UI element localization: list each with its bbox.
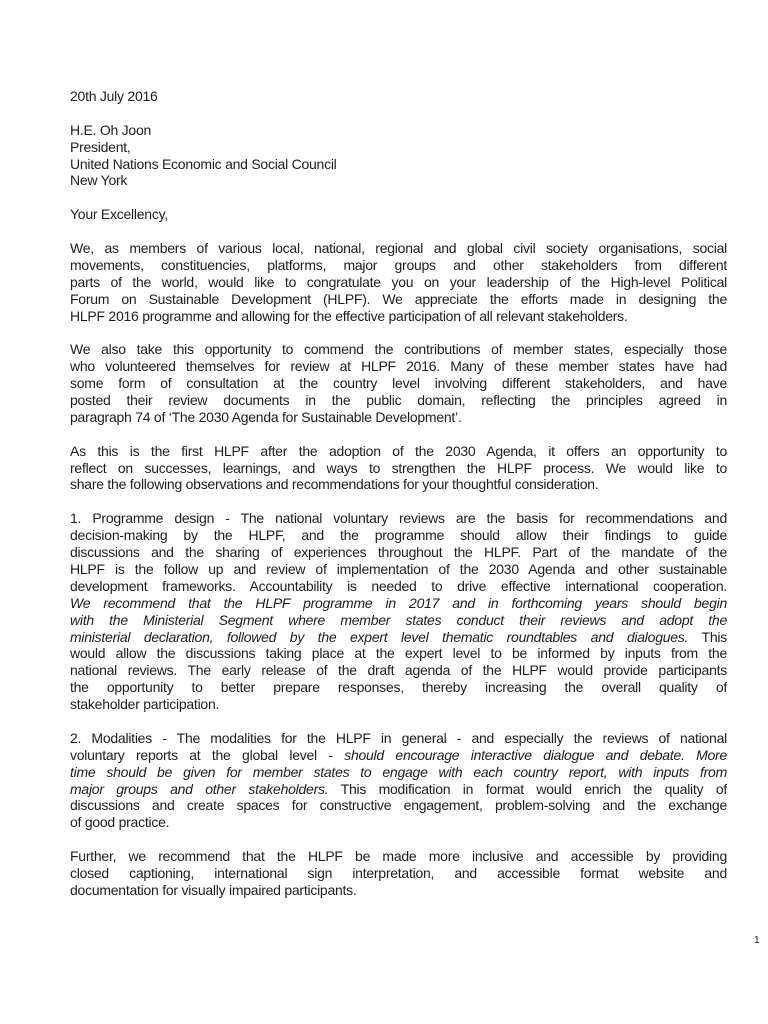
text-line: [70, 662, 727, 679]
body-text: As this is the first HLPF after the adoption of the 2030 Agenda, it offers an opportunity to: [70, 442, 727, 459]
text-line: [70, 527, 727, 544]
text-line: [70, 358, 727, 375]
text-line: [70, 865, 727, 882]
text-line: [70, 460, 727, 477]
text-line: [70, 696, 727, 713]
text-line: [70, 730, 727, 747]
text-line: [70, 291, 727, 308]
body-text: parts of the world, would like to congratulate you on your leadership of the High-level Political: [70, 273, 727, 290]
text-line: [70, 747, 727, 764]
body-text: of good practice.: [70, 814, 170, 831]
body-text: discussions and the sharing of experiences throughout the HLPF. Part of the mandate of the: [70, 544, 727, 561]
text-line: [70, 595, 727, 612]
page-number: 1: [754, 935, 760, 946]
body-text: We also take this opportunity to commend the contributions of member states, especially those: [70, 341, 727, 358]
body-text: paragraph 74 of ‘The 2030 Agenda for Sustainable Development’.: [70, 408, 462, 425]
body-text: discussions and create spaces for constructive engagement, problem-solving and the exchange: [70, 797, 727, 814]
text-line: [70, 341, 727, 358]
body-text: voluntary reports at the global level -: [70, 746, 345, 763]
recipient-organisation: United Nations Economic and Social Council: [70, 155, 337, 172]
recipient-title: President,: [70, 138, 131, 155]
body-text: development frameworks. Accountability is needed to drive effective international cooperation.: [70, 577, 727, 594]
recipient-city: New York: [70, 172, 128, 189]
body-text: movements, constituencies, platforms, major groups and other stakeholders from different: [70, 256, 727, 273]
body-text: Forum on Sustainable Development (HLPF). We appreciate the efforts made in designing the: [70, 290, 727, 307]
salutation: [70, 206, 727, 223]
text-line: [70, 375, 727, 392]
text-line: [70, 392, 727, 409]
salutation-text: Your Excellency,: [70, 206, 168, 223]
body-text: documentation for visually impaired participants.: [70, 881, 357, 898]
text-line: [70, 882, 727, 899]
body-text: some form of consultation at the country level involving different stakeholders, and have: [70, 375, 727, 392]
text-line: [70, 476, 727, 493]
body-text: reflect on successes, learnings, and ways to strengthen the HLPF process. We would like to: [70, 459, 727, 476]
body-text: Further, we recommend that the HLPF be made more inclusive and accessible by providing: [70, 848, 727, 865]
date-text: 20th July 2016: [70, 88, 158, 104]
body-text: the opportunity to better prepare responses, thereby increasing the overall quality of: [70, 679, 727, 696]
text-line: [70, 274, 727, 291]
text-line: [70, 764, 727, 781]
body-text: HLPF is the follow up and review of implementation of the 2030 Agenda and other sustainable: [70, 560, 727, 577]
letter-body: [70, 88, 727, 916]
recipient-name: H.E. Oh Joon: [70, 121, 152, 138]
letter-date: [70, 88, 727, 105]
body-text: We, as members of various local, national, regional and global civil society organisations, social: [70, 240, 727, 257]
text-line: [70, 679, 727, 696]
body-text: national reviews. The early release of the draft agenda of the HLPF would provide participants: [70, 662, 727, 679]
body-text: decision-making by the HLPF, and the programme should allow their findings to guide: [70, 527, 727, 544]
body-text: This modification in format would enrich the quality of: [328, 780, 727, 797]
paragraph-1: [70, 240, 727, 324]
text-line: [70, 257, 727, 274]
body-text: share the following observations and recommendations for your thoughtful consideration.: [70, 476, 599, 493]
paragraph-5: [70, 730, 727, 831]
body-text: This: [688, 628, 727, 645]
letter-paragraphs: [70, 240, 727, 899]
body-text: who volunteered themselves for review at HLPF 2016. Many of these member states have had: [70, 358, 727, 375]
italic-text: time should be given for member states to engage with each country report, with inputs from: [70, 763, 727, 780]
text-line: [70, 645, 727, 662]
text-line: [70, 814, 727, 831]
recipient-address: [70, 122, 727, 190]
italic-text: We recommend that the HLPF programme in 2017 and in forthcoming years should begin: [70, 594, 727, 611]
body-text: would allow the discussions taking place at the expert level to be informed by inputs from the: [70, 645, 727, 662]
body-text: posted their review documents in the public domain, reflecting the principles agreed in: [70, 392, 727, 409]
text-line: [70, 797, 727, 814]
italic-text: ministerial declaration, followed by the expert level thematic roundtables and dialogues.: [70, 628, 689, 645]
text-line: [70, 612, 727, 629]
text-line: [70, 848, 727, 865]
paragraph-6: [70, 848, 727, 899]
body-text: closed captioning, international sign interpretation, and accessible format website and: [70, 864, 727, 881]
text-line: [70, 629, 727, 646]
text-line: [70, 240, 727, 257]
text-line: [70, 308, 727, 325]
body-text: 1. Programme design - The national voluntary reviews are the basis for recommendations and: [70, 510, 727, 527]
paragraph-4: [70, 510, 727, 713]
italic-text: major groups and other stakeholders.: [70, 780, 329, 797]
body-text: HLPF 2016 programme and allowing for the effective participation of all relevant stakeholders.: [70, 307, 628, 324]
text-line: [70, 561, 727, 578]
text-line: [70, 409, 727, 426]
paragraph-3: [70, 443, 727, 494]
body-text: 2. Modalities - The modalities for the HLPF in general - and especially the reviews of national: [70, 729, 727, 746]
text-line: [70, 443, 727, 460]
text-line: [70, 781, 727, 798]
paragraph-2: [70, 341, 727, 425]
body-text: stakeholder participation.: [70, 696, 220, 713]
italic-text: with the Ministerial Segment where member states conduct their reviews and adopt the: [70, 611, 727, 628]
text-line: [70, 544, 727, 561]
text-line: [70, 578, 727, 595]
italic-text: should encourage interactive dialogue and debate. More: [344, 746, 727, 763]
text-line: [70, 510, 727, 527]
